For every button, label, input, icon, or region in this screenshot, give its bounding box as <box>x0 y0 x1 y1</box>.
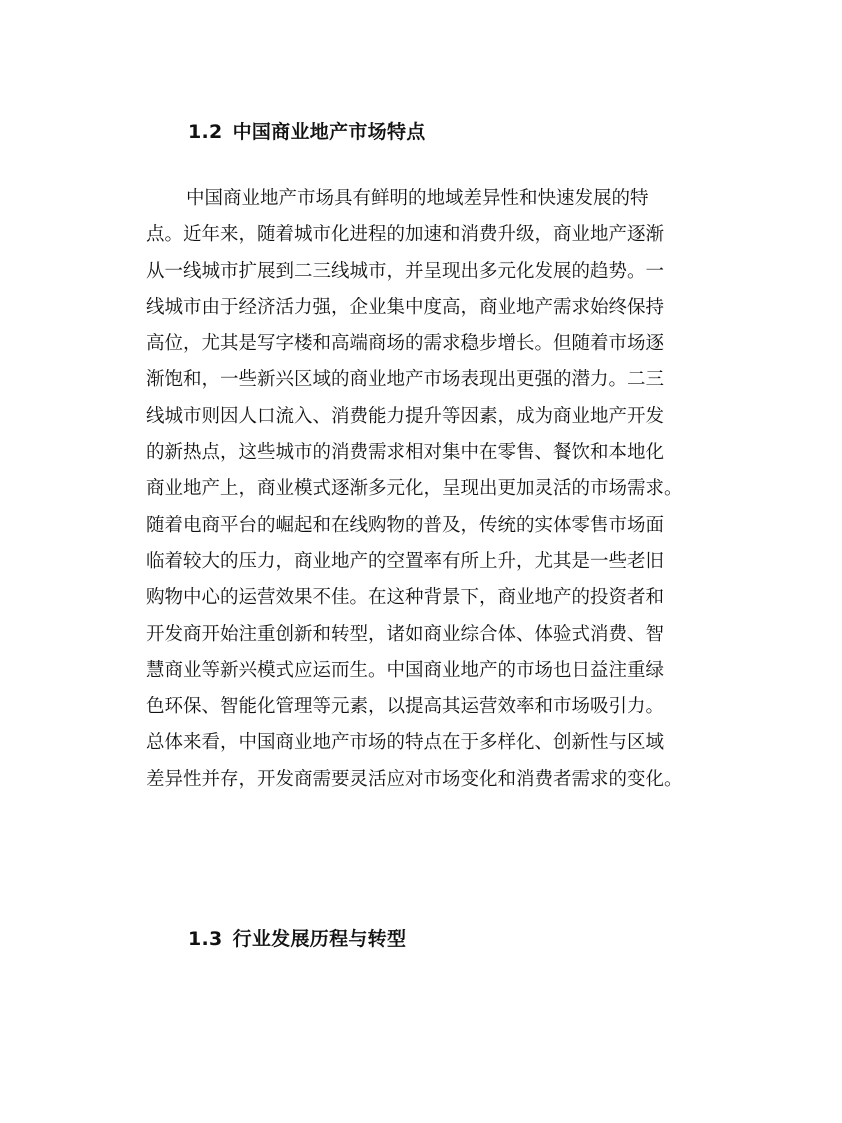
paragraph-line: 开发商开始注重创新和转型，诸如商业综合体、体验式消费、智 <box>146 623 665 645</box>
paragraph-line: 总体来看，中国商业地产市场的特点在于多样化、创新性与区域 <box>146 732 665 754</box>
paragraph-line: 临着较大的压力，商业地产的空置率有所上升，尤其是一些老旧 <box>146 550 665 572</box>
paragraph-line: 渐饱和，一些新兴区域的商业地产市场表现出更强的潜力。二三 <box>146 369 665 391</box>
section-heading-1-2 <box>188 117 426 144</box>
paragraph-line: 点。近年来，随着城市化进程的加速和消费升级，商业地产逐渐 <box>146 224 665 246</box>
paragraph-line: 慧商业等新兴模式应运而生。中国商业地产的市场也日益注重绿 <box>146 659 665 681</box>
body-paragraph <box>146 181 706 798</box>
paragraph-line: 的新热点，这些城市的消费需求相对集中在零售、餐饮和本地化 <box>146 442 665 464</box>
section-number: 1.2 <box>188 121 223 143</box>
paragraph-line: 随着电商平台的崛起和在线购物的普及，传统的实体零售市场面 <box>146 514 665 536</box>
section-number: 1.3 <box>188 928 223 950</box>
paragraph-line: 商业地产上，商业模式逐渐多元化，呈现出更加灵活的市场需求。 <box>146 478 683 500</box>
paragraph-line: 线城市由于经济活力强，企业集中度高，商业地产需求始终保持 <box>146 296 665 318</box>
section-heading-1-3 <box>188 924 406 951</box>
paragraph-line: 从一线城市扩展到二三线城市，并呈现出多元化发展的趋势。一 <box>146 260 665 282</box>
paragraph-line: 线城市则因人口流入、消费能力提升等因素，成为商业地产开发 <box>146 405 665 427</box>
section-title: 中国商业地产市场特点 <box>232 121 426 143</box>
paragraph-line: 高位，尤其是写字楼和高端商场的需求稳步增长。但随着市场逐 <box>146 333 665 355</box>
paragraph-line: 中国商业地产市场具有鲜明的地域差异性和快速发展的特 <box>186 188 649 209</box>
paragraph-line: 差异性并存，开发商需要灵活应对市场变化和消费者需求的变化。 <box>146 768 683 790</box>
paragraph-line: 色环保、智能化管理等元素，以提高其运营效率和市场吸引力。 <box>146 696 665 718</box>
paragraph-line: 购物中心的运营效果不佳。在这种背景下，商业地产的投资者和 <box>146 587 665 609</box>
section-title: 行业发展历程与转型 <box>232 928 407 950</box>
